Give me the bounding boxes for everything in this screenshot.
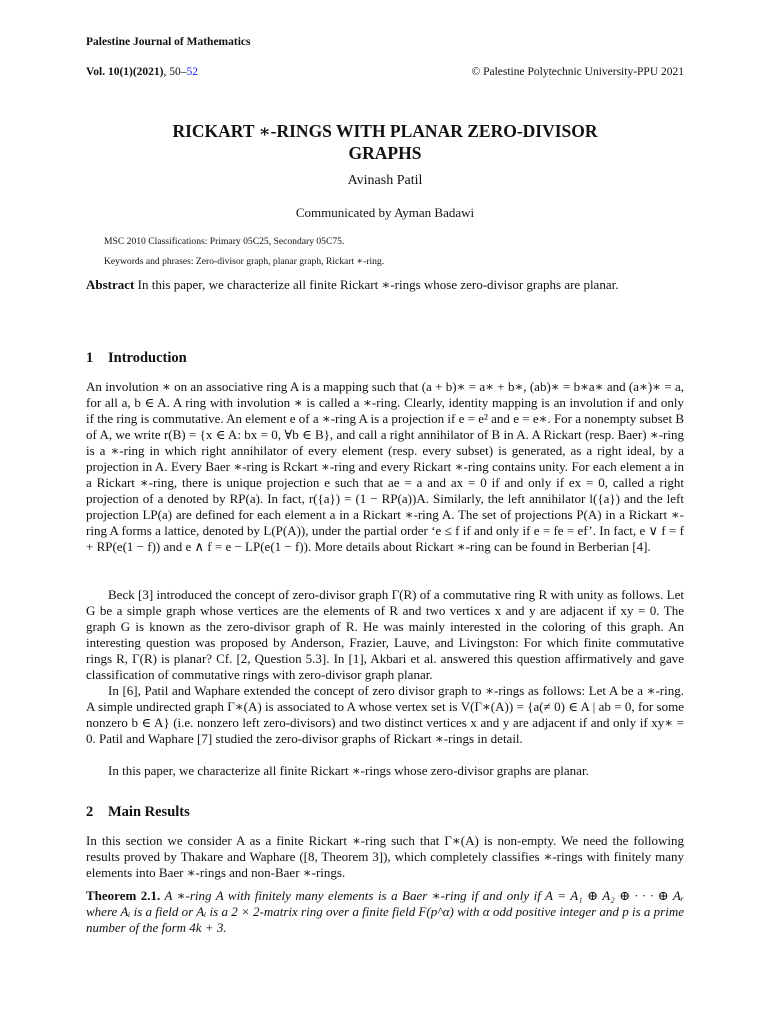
theorem-2-1 (86, 888, 684, 936)
intro-paragraph-2: Beck [3] introduced the concept of zero-divisor graph Γ(R) of a commutative ring R with unity as follows. Let G be a simple graph whose vertices are the elements of R and two vertices x and y are adjacent if xy = 0. The graph G is known as the zero-divisor graph of R. He was mainly interested in the coloring of this graph. An interesting question was proposed by Anderson, Frazier, Lauve, and Livingston: For which finite commutative rings R, Γ(R) is planar? Cf. [2, Question 5.3]. In [1], Akbari et al. answered this question affirmatively and gave classification of commutative rings with zero-divisor graph planar. (86, 587, 684, 682)
communicated-by: Communicated by Ayman Badawi (295, 205, 475, 220)
volume-line (86, 66, 684, 78)
msc-classification: MSC 2010 Classifications: Primary 05C25, Secondary 05C75. (104, 236, 345, 247)
pages-prefix: , 50– (163, 66, 187, 78)
volume-number: Vol. 10(1)(2021) (86, 66, 164, 78)
last-page-link[interactable]: 52 (186, 66, 199, 78)
journal-name: Palestine Journal of Mathematics (86, 36, 251, 48)
section-heading-introduction (86, 350, 187, 367)
section-title: Main Results (108, 804, 190, 820)
intro-paragraph-3: In [6], Patil and Waphare extended the concept of zero divisor graph to ∗-rings as follows: Let A be a ∗-ring. A simple undirected graph Γ∗(A) is associated to A whose vertex set is V(Γ∗(A)) = {a(≠ 0) ∈ A | ab = 0, for some nonzero b ∈ A} (i.e. nonzero left zero-divisors) and two distinct vertices x and y are adjacent if and only if xy∗ = 0. Patil and Waphare [7] studied the zero-divisor graphs of Rickart ∗-rings in detail. (86, 683, 684, 746)
volume-info (86, 66, 198, 78)
keywords: Keywords and phrases: Zero-divisor graph, planar graph, Rickart ∗-ring. (104, 256, 385, 267)
section-number: 1 (86, 350, 94, 366)
title-line-1: RICKART ∗-RINGS WITH PLANAR ZERO-DIVISOR (172, 121, 598, 141)
intro-paragraph-4: In this paper, we characterize all finite Rickart ∗-rings whose zero-divisor graphs are planar. (108, 763, 589, 778)
abstract-label: Abstract (86, 277, 135, 292)
abstract (86, 277, 684, 293)
copyright: © Palestine Polytechnic University-PPU 2021 (471, 66, 684, 78)
title-line-2: GRAPHS (348, 143, 422, 163)
theorem-text: A ∗-ring A with finitely many elements is a Baer ∗-ring if and only if A = A₁ ⊕ A₂ ⊕ · · · ⊕ Aᵣ where Aᵢ is a field or Aᵢ is a 2 × 2-matrix ring over a finite field F(p^α) with α odd positive integer and p is a prime number of the form 4k + 3. (86, 888, 684, 935)
abstract-text: In this paper, we characterize all finite Rickart ∗-rings whose zero-divisor graphs are planar. (134, 277, 619, 292)
section-title: Introduction (108, 350, 187, 366)
section-heading-main-results (86, 804, 190, 821)
section-number: 2 (86, 804, 94, 820)
main-results-paragraph-1: In this section we consider A as a finite Rickart ∗-ring such that Γ∗(A) is non-empty. We need the following results proved by Thakare and Waphare ([8, Theorem 3]), which completely classifies ∗-rings with finitely many elements into Baer ∗-rings and non-Baer ∗-rings. (86, 833, 684, 880)
theorem-label: Theorem 2.1. (86, 888, 161, 903)
paper-title (86, 120, 684, 164)
intro-paragraph-1: An involution ∗ on an associative ring A is a mapping such that (a + b)∗ = a∗ + b∗, (ab)∗ = b∗a∗ and (a∗)∗ = a, for all a, b ∈ A. A ring with involution ∗ is called a ∗-ring. Clearly, identity mapping is an involution if and only if the ring is commutative. An element e of a ∗-ring A is a projection if e = e² and e = e∗. For a nonempty subset B of A, we write r(B) = {x ∈ A: bx = 0, ∀b ∈ B}, and call a right annihilator of B in A. A Rickart (resp. Baer) ∗-ring is a ∗-ring in which right annihilator of every element (resp. every subset) is generated, as a right ideal, by a projection in A. Every Baer ∗-ring is Rckart ∗-ring and every Rickart ∗-ring contains unity. For each element a in a Rickart ∗-ring, there is unique projection e such that ae = a and ax = 0 if and only if ex = 0, called a right projection of a denoted by RP(a). In fact, r({a}) = (1 − RP(a))A. Similarly, the left annihilator l({a}) and the left projection LP(a) are defined for each element a in a Rickart ∗-ring A. The set of projections P(A) in a Rickart ∗-ring A forms a lattice, denoted by L(P(A)), under the partial order ‘e ≤ f if and only if e = fe = ef’. In fact, e ∨ f = f + RP(e(1 − f)) and e ∧ f = e − LP(e(1 − f)). More details about Rickart ∗-ring can be found in Berberian [4]. (86, 379, 684, 554)
author-name: Avinash Patil (347, 173, 423, 188)
